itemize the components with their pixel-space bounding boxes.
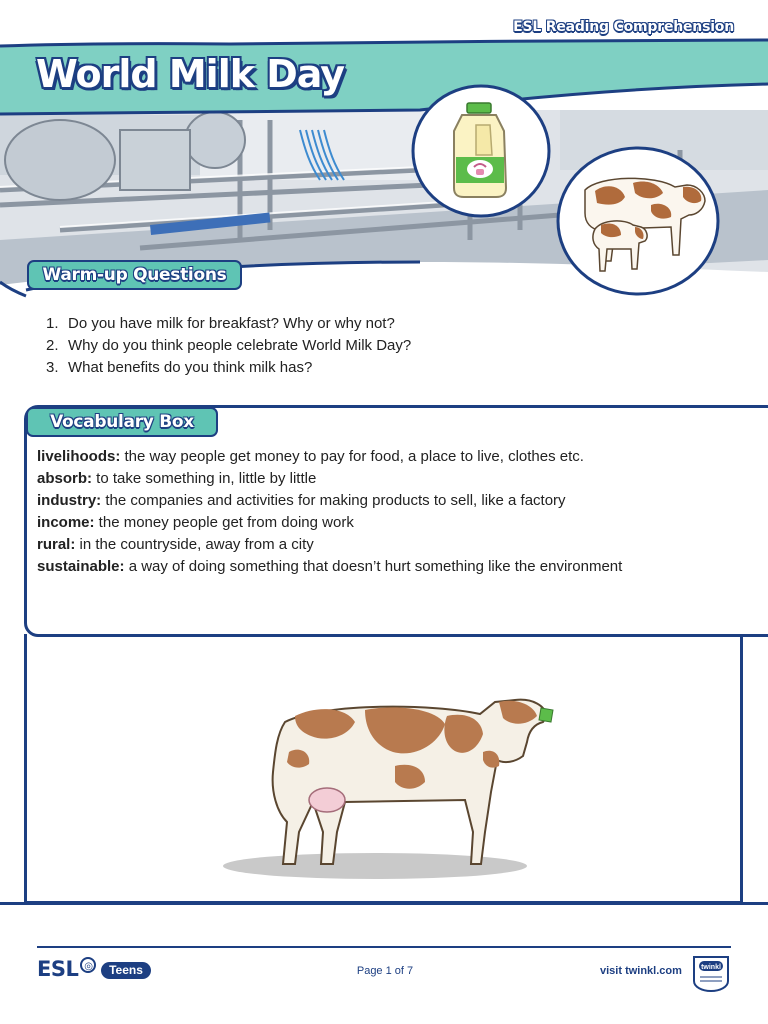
svg-text:twinkl: twinkl bbox=[701, 964, 721, 971]
globe-icon: ◎ bbox=[80, 957, 96, 973]
vocabulary-item bbox=[37, 556, 622, 578]
vocabulary-item bbox=[37, 534, 622, 556]
footer-divider bbox=[37, 946, 731, 948]
series-tag: ESL Reading Comprehension bbox=[513, 19, 734, 35]
vocabulary-item bbox=[37, 468, 622, 490]
warmup-heading bbox=[27, 260, 242, 290]
list-item: 3. What benefits do you think milk has? bbox=[46, 359, 313, 376]
list-item: 2. Why do you think people celebrate World Milk Day? bbox=[46, 337, 412, 354]
vocabulary-term: industry: bbox=[37, 492, 102, 509]
milk-bottle-image bbox=[410, 83, 552, 219]
warmup-question-list bbox=[46, 313, 411, 379]
vocabulary-item bbox=[37, 512, 622, 534]
vocabulary-item bbox=[37, 490, 622, 512]
vocabulary-term: absorb: bbox=[37, 470, 93, 487]
vocabulary-heading-label: Vocabulary Box bbox=[50, 412, 194, 432]
vocabulary-heading bbox=[26, 407, 218, 437]
vocabulary-term: sustainable: bbox=[37, 558, 125, 575]
esl-logo: ESL ◎ bbox=[37, 957, 96, 981]
vocabulary-definition: the way people get money to pay for food, a place to live, clothes etc. bbox=[120, 448, 584, 465]
vocabulary-term: rural: bbox=[37, 536, 76, 553]
vocabulary-definition: to take something in, little by little bbox=[92, 470, 317, 487]
teens-badge: Teens bbox=[101, 962, 151, 979]
vocabulary-term: income: bbox=[37, 514, 95, 531]
page-number: Page 1 of 7 bbox=[356, 965, 414, 977]
page-title: World Milk Day bbox=[36, 52, 345, 96]
vocabulary-term: livelihoods: bbox=[37, 448, 121, 465]
warmup-heading-label: Warm-up Questions bbox=[42, 265, 227, 285]
section-divider bbox=[0, 902, 768, 905]
cow-illustration bbox=[215, 682, 555, 882]
vocabulary-item bbox=[37, 446, 622, 468]
vocabulary-definition: in the countryside, away from a city bbox=[75, 536, 314, 553]
twinkl-quality-seal-icon bbox=[690, 951, 732, 993]
vocabulary-definition: the companies and activities for making products to sell, like a factory bbox=[101, 492, 566, 509]
cow-and-calf-image bbox=[555, 145, 722, 298]
website-link[interactable]: visit twinkl.com bbox=[600, 965, 682, 977]
vocabulary-definition: the money people get from doing work bbox=[94, 514, 354, 531]
vocabulary-list bbox=[37, 446, 622, 578]
list-item: 1. Do you have milk for breakfast? Why or why not? bbox=[46, 315, 395, 332]
vocabulary-definition: a way of doing something that doesn’t hurt something like the environment bbox=[124, 558, 623, 575]
